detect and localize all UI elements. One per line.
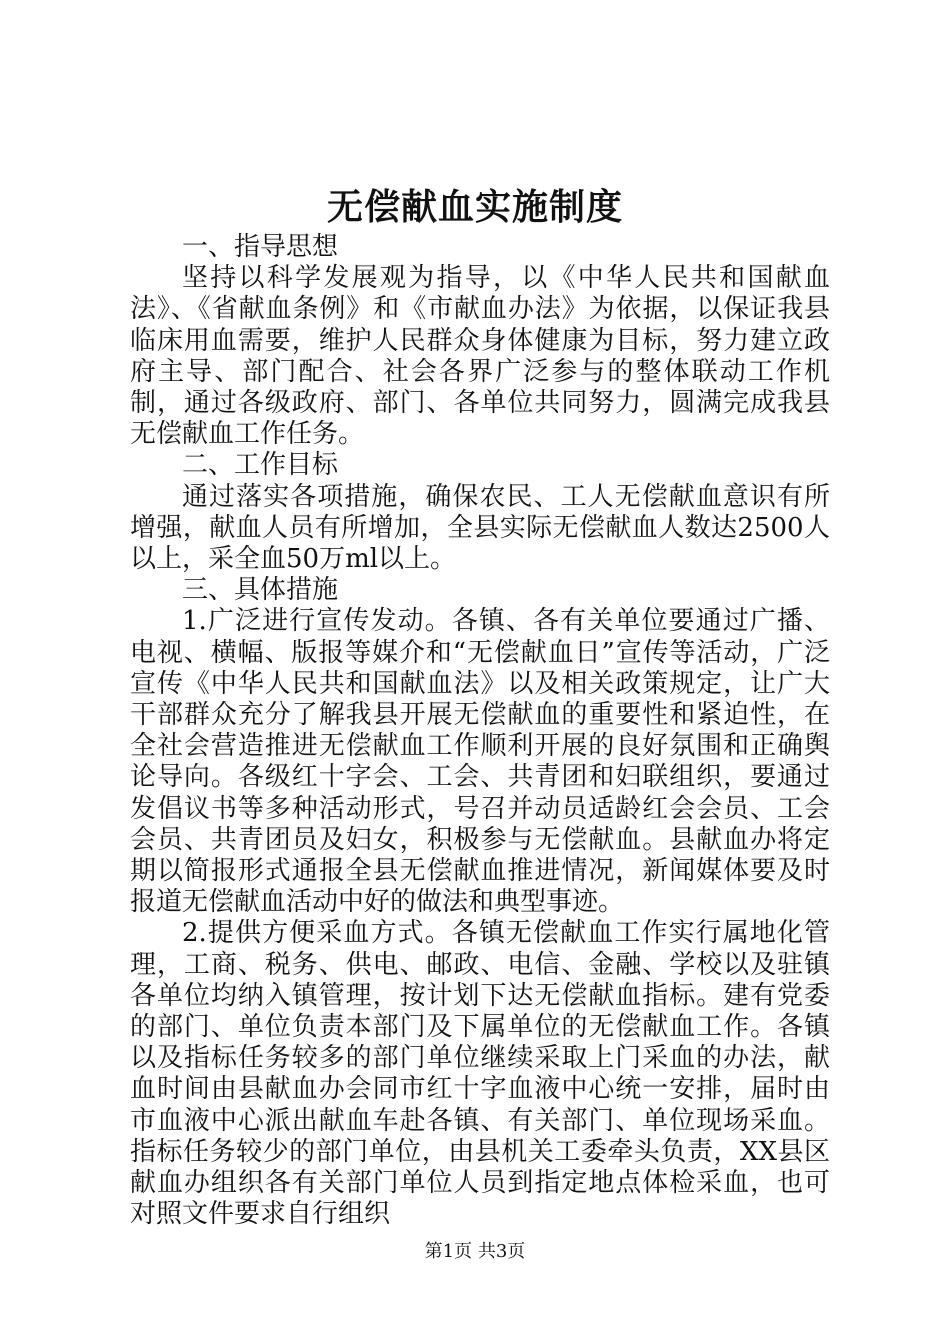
document-title: 无偿献血实施制度 [326,186,623,228]
section-heading-specific-measures: 三、具体措施 [182,575,339,606]
paragraph-work-goals: 通过落实各项措施，确保农民、工人无偿献血意识有所增强，献血人员有所增加，全县实际无偿献血人数达2500人以上，采全血50万ml以上。 [130,481,830,575]
page-number-footer: 第1页 共3页 [424,1241,526,1262]
document-body [130,232,830,1231]
paragraph-measure-publicity: 1.广泛进行宣传发动。各镇、各有关单位要通过广播、电视、横幅、版报等媒介和“无偿献血日”宣传等活动，广泛宣传《中华人民共和国献血法》以及相关政策规定，让广大干部群众充分了解我县开展无偿献血的重要性和紧迫性，在全社会营造推进无偿献血工作顺利开展的良好氛围和正确舆论导向。各级红十字会、工会、共青团和妇联组织，要通过发倡议书等多种活动形式，号召并动员适龄红会会员、工会会员、共青团员及妇女，积极参与无偿献血。县献血办将定期以简报形式通报全县无偿献血推进情况，新闻媒体要及时报道无偿献血活动中好的做法和典型事迹。 [130,606,830,918]
paragraph-guiding-ideology: 坚持以科学发展观为指导，以《中华人民共和国献血法》、《省献血条例》和《市献血办法》为依据，以保证我县临床用血需要，维护人民群众身体健康为目标，努力建立政府主导、部门配合、社会各界广泛参与的整体联动工作机制，通过各级政府、部门、各单位共同努力，圆满完成我县无偿献血工作任务。 [130,263,830,450]
paragraph-measure-collection: 2.提供方便采血方式。各镇无偿献血工作实行属地化管理，工商、税务、供电、邮政、电信、金融、学校以及驻镇各单位均纳入镇管理，按计划下达无偿献血指标。建有党委的部门、单位负责本部门及下属单位的无偿献血工作。各镇以及指标任务较多的部门单位继续采取上门采血的办法，献血时间由县献血办会同市红十字血液中心统一安排，届时由市血液中心派出献血车赴各镇、有关部门、单位现场采血。指标任务较少的部门单位，由县机关工委牵头负责，XX县区献血办组织各有关部门单位人员到指定地点体检采血，也可对照文件要求自行组织 [130,918,830,1230]
section-heading-guiding-ideology: 一、指导思想 [182,232,339,262]
section-heading-work-goals: 二、工作目标 [182,450,339,481]
